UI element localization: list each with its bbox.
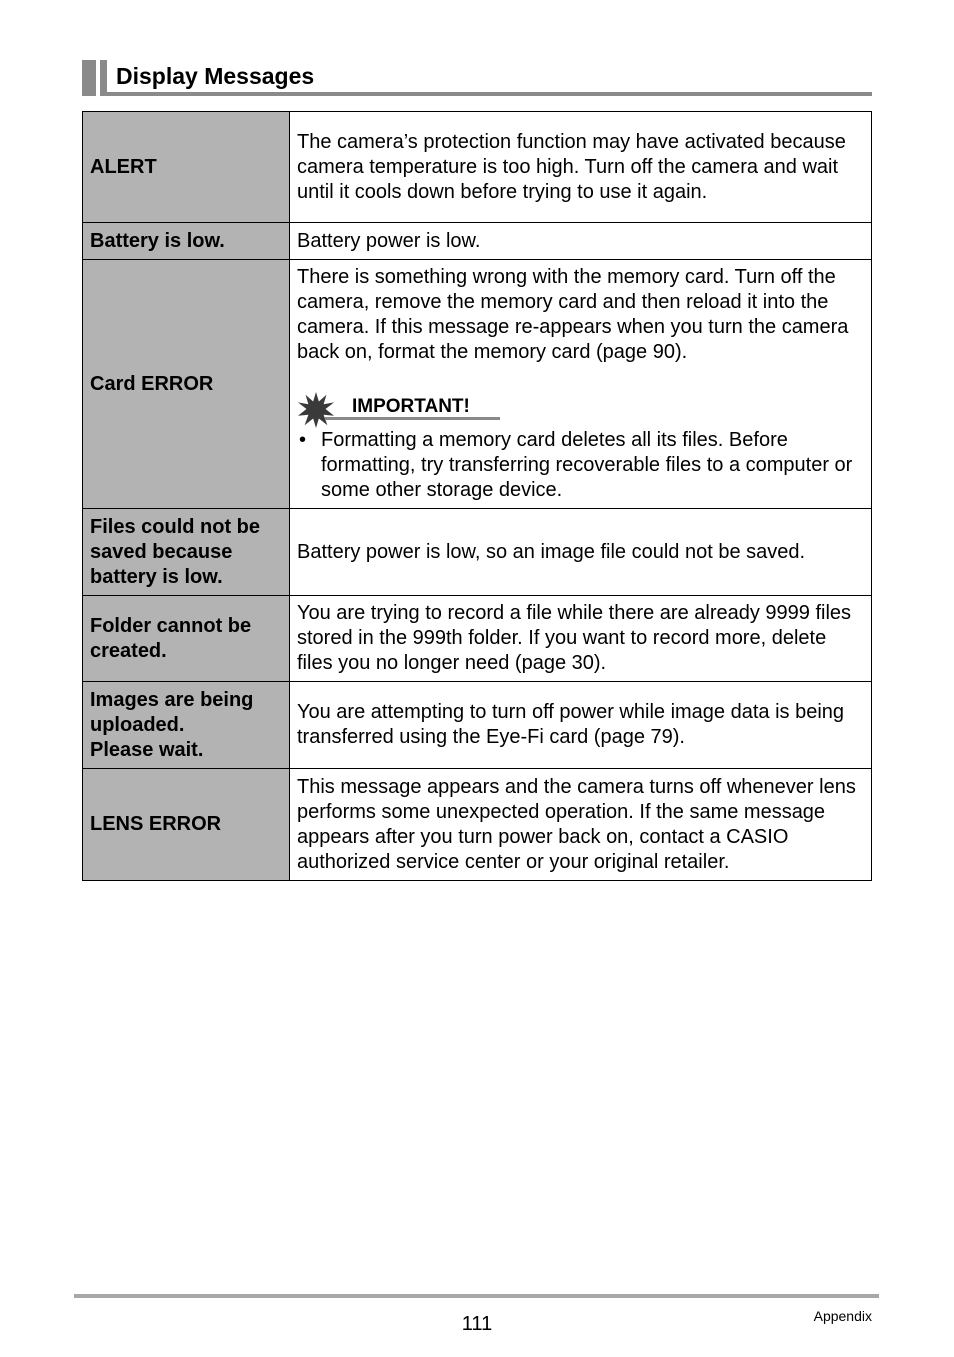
- message-cell: Battery is low.: [83, 223, 290, 260]
- description-cell: The camera’s protection function may have activated because camera temperature is too high. Turn off the camera and wait until it cools down before trying to use it again.: [290, 112, 872, 223]
- footer-rule: [74, 1294, 879, 1298]
- message-cell: Images are being uploaded. Please wait.: [83, 682, 290, 769]
- description-text: There is something wrong with the memory card. Turn off the camera, remove the memory card and then reload it into the camera. If this message re-appears when you turn the camera back on, format the memory card (page 90).: [297, 266, 849, 363]
- display-messages-table: [82, 111, 872, 881]
- description-cell: Battery power is low.: [290, 223, 872, 260]
- description-cell: Battery power is low, so an image file could not be saved.: [290, 509, 872, 596]
- section-name: Appendix: [813, 1308, 872, 1324]
- page-number: 111: [461, 1313, 493, 1335]
- description-cell: You are trying to record a file while there are already 9999 files stored in the 999th folder. If you want to record more, delete files you no longer need (page 30).: [290, 596, 872, 682]
- page-title: Display Messages: [116, 63, 315, 89]
- bullet-item: [297, 428, 863, 503]
- table-row: [83, 112, 872, 223]
- bullet-text: Formatting a memory card deletes all its files. Before formatting, try transferring recoverable files to a computer or some other storage device.: [321, 429, 853, 501]
- table-row: [83, 260, 872, 509]
- important-callout: [297, 389, 863, 425]
- message-cell: ALERT: [83, 112, 290, 223]
- bullet-dot: •: [299, 429, 307, 451]
- message-cell: LENS ERROR: [83, 769, 290, 881]
- important-label: IMPORTANT!: [352, 396, 470, 417]
- heading-marker: [82, 60, 96, 96]
- description-cell: This message appears and the camera turns off whenever lens performs some unexpected operation. If the same message appears after you turn power back on, contact a CASIO authorized service center or your original retailer.: [290, 769, 872, 881]
- heading-rule: [107, 92, 872, 96]
- message-cell: Folder cannot be created.: [83, 596, 290, 682]
- table-row: [83, 596, 872, 682]
- description-cell: [290, 260, 872, 509]
- message-cell: Card ERROR: [83, 260, 290, 509]
- table-row: [83, 223, 872, 260]
- description-cell: You are attempting to turn off power while image data is being transferred using the Eye-Fi card (page 79).: [290, 682, 872, 769]
- table-row: [83, 769, 872, 881]
- heading-marker: [100, 60, 107, 96]
- important-burst-icon: [297, 391, 335, 429]
- message-cell: Files could not be saved because battery is low.: [83, 509, 290, 596]
- section-heading: [82, 58, 872, 98]
- table-row: [83, 509, 872, 596]
- table-row: [83, 682, 872, 769]
